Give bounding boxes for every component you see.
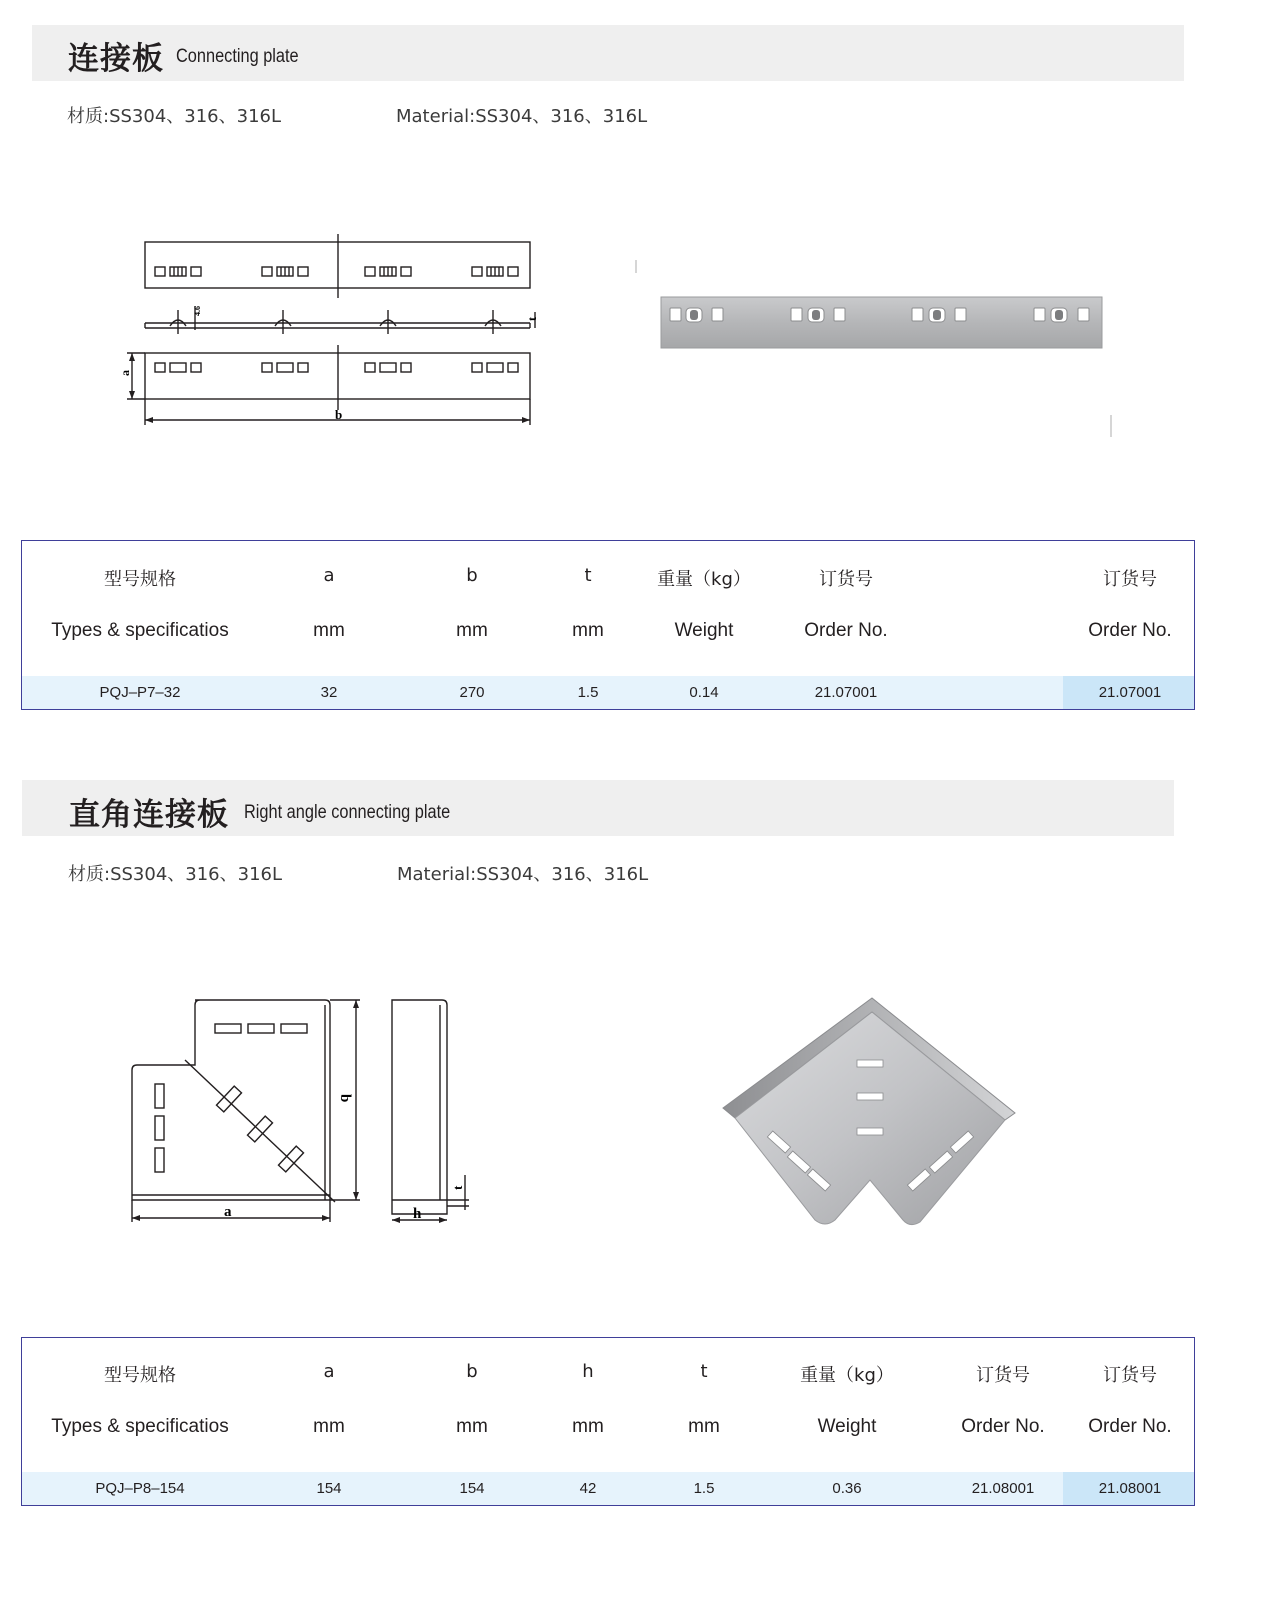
drawing2-label-h: h bbox=[413, 1206, 422, 1222]
t1-cell-t: 1.5 bbox=[577, 684, 599, 701]
t1-cell-type: PQJ–P7–32 bbox=[99, 684, 181, 701]
drawing1-label-hole: 4.6 bbox=[193, 306, 202, 316]
t2-header-en-a: mm bbox=[313, 1416, 345, 1437]
section2-title-en: Right angle connecting plate bbox=[244, 802, 451, 823]
drawing2-label-t: t bbox=[450, 1185, 465, 1190]
t2-header-en-weight: Weight bbox=[817, 1416, 877, 1437]
section1-title-en: Connecting plate bbox=[176, 46, 299, 67]
drawing1-label-b: b bbox=[335, 407, 343, 422]
connecting-plate-drawing bbox=[110, 230, 550, 430]
t1-header-zh-t: t bbox=[584, 565, 592, 586]
t1-cell-weight: 0.14 bbox=[689, 684, 719, 701]
drawing2-label-a: a bbox=[224, 1204, 232, 1220]
t2-header-en-type: Types & specificatios bbox=[51, 1416, 229, 1437]
t2-header-zh-order: 订货号 bbox=[976, 1365, 1030, 1386]
t2-header-zh-t: t bbox=[700, 1361, 708, 1382]
t1-header-en-weight: Weight bbox=[674, 620, 734, 641]
t1-header-zh-weight: 重量（kg） bbox=[657, 569, 751, 590]
t2-cell-order: 21.08001 bbox=[971, 1480, 1035, 1497]
t1-header-zh-order-2: 订货号 bbox=[1103, 569, 1157, 590]
t1-header-zh-type: 型号规格 bbox=[104, 569, 176, 590]
t1-header-zh-b: b bbox=[466, 565, 478, 586]
t1-header-en-order: Order No. bbox=[804, 620, 888, 641]
t2-header-zh-order-2: 订货号 bbox=[1103, 1365, 1157, 1386]
table-row bbox=[22, 1472, 1194, 1505]
t1-header-en-a: mm bbox=[313, 620, 345, 641]
t2-header-en-order-2: Order No. bbox=[1088, 1416, 1172, 1437]
top-slot-group bbox=[155, 267, 518, 276]
t1-header-zh-order: 订货号 bbox=[819, 569, 873, 590]
drawing1-label-a: a bbox=[118, 370, 132, 376]
t1-header-en-order-2: Order No. bbox=[1088, 620, 1172, 641]
t1-header-en-t: mm bbox=[572, 620, 604, 641]
t2-header-en-h: mm bbox=[572, 1416, 604, 1437]
right-angle-plate-photo bbox=[715, 990, 1025, 1230]
section1-material-zh: 材质:SS304、316、316L bbox=[67, 106, 282, 127]
t2-cell-type: PQJ–P8–154 bbox=[95, 1480, 185, 1497]
section1-title-bar bbox=[32, 25, 1184, 81]
t1-header-en-b: mm bbox=[456, 620, 488, 641]
t1-cell-a: 32 bbox=[320, 684, 338, 701]
section1-spec-table bbox=[21, 540, 1195, 710]
section1-title-zh: 连接板 bbox=[68, 41, 164, 77]
t2-header-zh-weight: 重量（kg） bbox=[800, 1365, 894, 1386]
t1-cell-order: 21.07001 bbox=[814, 684, 878, 701]
t2-header-zh-a: a bbox=[323, 1361, 335, 1382]
t2-cell-t: 1.5 bbox=[693, 1480, 715, 1497]
section2-title-bar bbox=[22, 780, 1174, 836]
t2-header-en-order: Order No. bbox=[961, 1416, 1045, 1437]
t2-cell-weight: 0.36 bbox=[832, 1480, 862, 1497]
table-row bbox=[22, 676, 1194, 709]
section1-material-en: Material:SS304、316、316L bbox=[396, 106, 648, 127]
t2-cell-b: 154 bbox=[459, 1480, 485, 1497]
t1-header-en-type: Types & specificatios bbox=[51, 620, 229, 641]
t2-header-zh-b: b bbox=[466, 1361, 478, 1382]
drawing1-label-t: t bbox=[525, 317, 539, 321]
t2-header-en-b: mm bbox=[456, 1416, 488, 1437]
t1-header-zh-a: a bbox=[323, 565, 335, 586]
t2-header-en-t: mm bbox=[688, 1416, 720, 1437]
section2-material-en: Material:SS304、316、316L bbox=[397, 864, 649, 885]
section2-title-zh: 直角连接板 bbox=[69, 797, 229, 833]
drawing2-label-b: b bbox=[337, 1094, 353, 1103]
t1-cell-b: 270 bbox=[459, 684, 485, 701]
t1-cell-order-2: 21.07001 bbox=[1098, 684, 1162, 701]
section2-spec-table bbox=[21, 1337, 1195, 1506]
right-angle-plate-drawing bbox=[120, 990, 480, 1230]
section2-material-zh: 材质:SS304、316、316L bbox=[68, 864, 283, 885]
connecting-plate-photo bbox=[630, 255, 1120, 440]
t2-cell-a: 154 bbox=[316, 1480, 342, 1497]
t2-header-zh-h: h bbox=[582, 1361, 594, 1382]
t2-cell-h: 42 bbox=[579, 1480, 597, 1497]
t2-cell-order-2: 21.08001 bbox=[1098, 1480, 1162, 1497]
t2-header-zh-type: 型号规格 bbox=[104, 1365, 176, 1386]
